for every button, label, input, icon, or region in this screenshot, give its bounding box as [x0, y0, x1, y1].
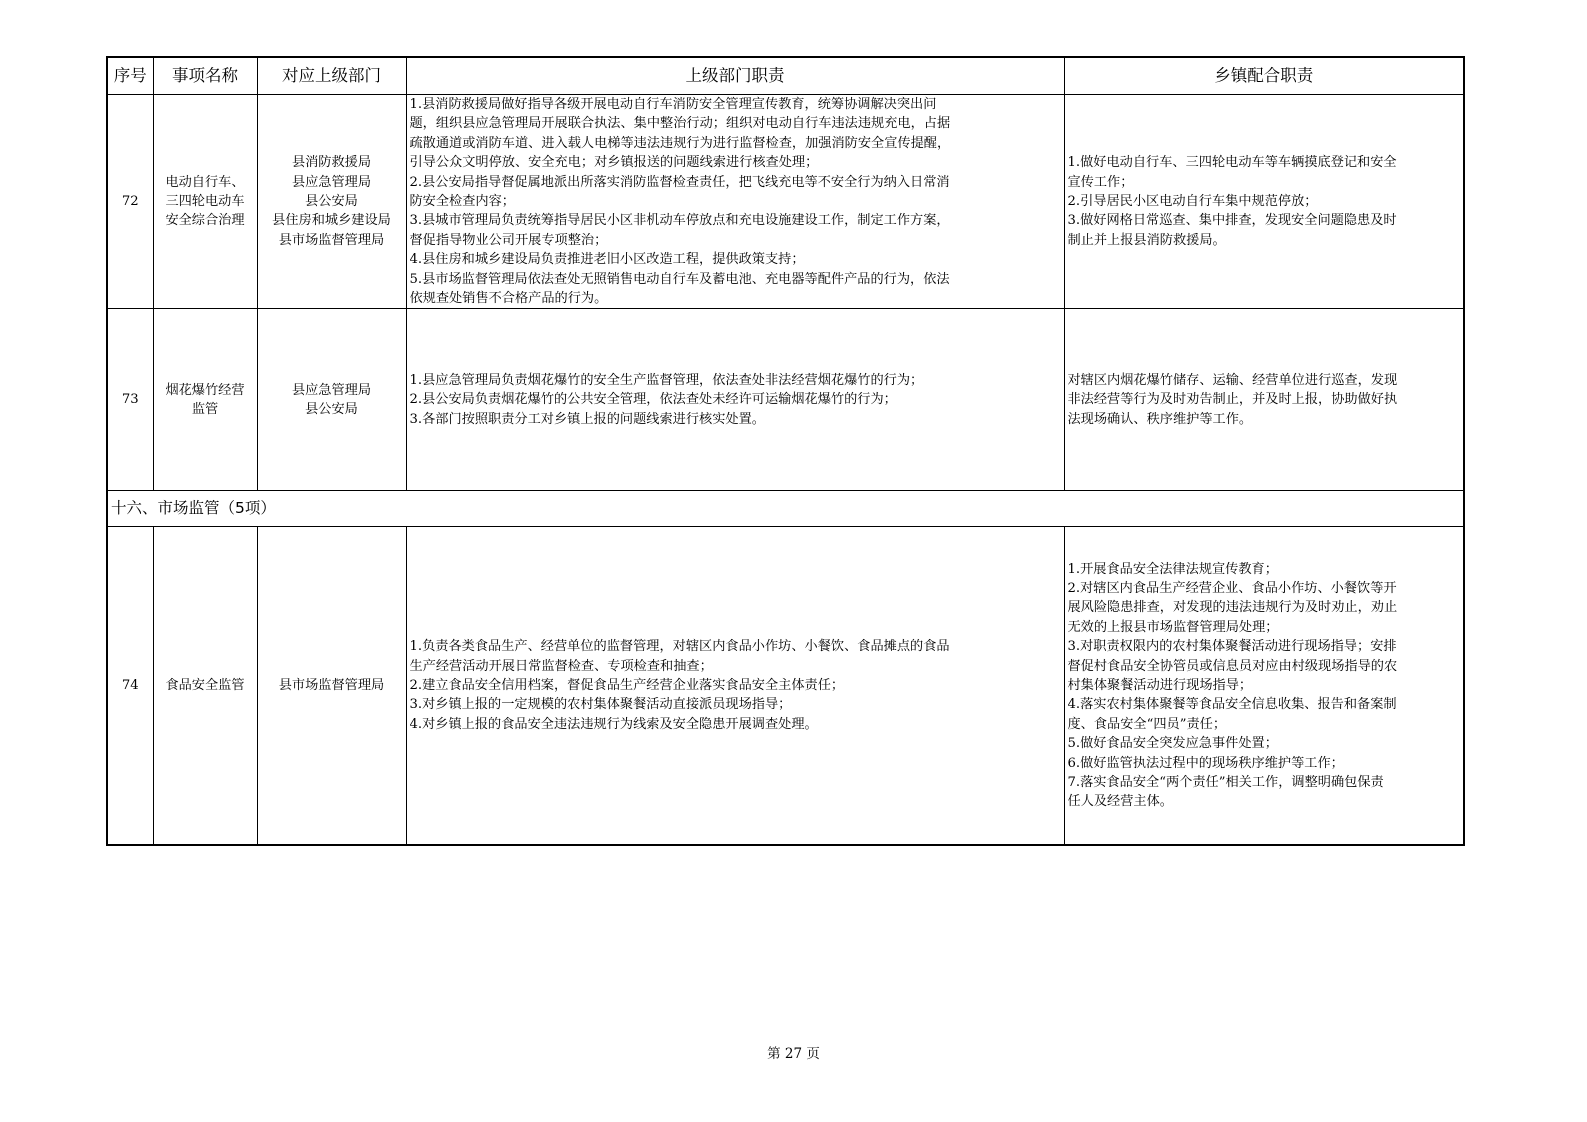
row-upper-duties: 1.县应急管理局负责烟花爆竹的安全生产监督管理，依法查处非法经营烟花爆竹的行为； 2.县公安局负责烟花爆竹的公共安全管理，依法查处未经许可运输烟花爆竹的行为； 3.各部门按照职责分工对乡镇上报的问题线索进行核实处置。: [406, 309, 1064, 491]
header-item-name: 事项名称: [153, 57, 257, 95]
row-town-duties: 1.做好电动自行车、三四轮电动车等车辆摸底登记和安全 宣传工作； 2.引导居民小区电动自行车集中规范停放； 3.做好网格日常巡查、集中排查，发现安全问题隐患及时 制止并上报县消防救援局。: [1064, 95, 1464, 309]
row-upper-duties: 1.负责各类食品生产、经营单位的监督管理，对辖区内食品小作坊、小餐饮、食品摊点的食品 生产经营活动开展日常监督检查、专项检查和抽查； 2.建立食品安全信用档案，督促食品生产经营企业落实食品安全主体责任； 3.对乡镇上报的一定规模的农村集体聚餐活动直接派员现场指导； 4.对乡镇上报的食品安全违法违规行为线索及安全隐患开展调查处理。: [406, 527, 1064, 845]
table-row: [107, 309, 1464, 491]
page-number: 第 27 页: [767, 1046, 820, 1062]
section-row: [107, 491, 1464, 527]
row-item-name: 食品安全监管: [153, 527, 257, 845]
section-title: 十六、市场监管（5项）: [107, 491, 1464, 527]
row-department: 县消防救援局 县应急管理局 县公安局 县住房和城乡建设局 县市场监督管理局: [257, 95, 406, 309]
header-upper-duties: 上级部门职责: [406, 57, 1064, 95]
header-town-duties: 乡镇配合职责: [1064, 57, 1464, 95]
header-row: [107, 57, 1464, 95]
header-no: 序号: [107, 57, 153, 95]
row-item-name: 烟花爆竹经营 监管: [153, 309, 257, 491]
table-row: [107, 95, 1464, 309]
row-town-duties: 1.开展食品安全法律法规宣传教育； 2.对辖区内食品生产经营企业、食品小作坊、小餐饮等开 展风险隐患排查，对发现的违法违规行为及时劝止，劝止 无效的上报县市场监督管理局处理； 3.对职责权限内的农村集体聚餐活动进行现场指导；安排 督促村食品安全协管员或信息员对应由村级现场指导的农 村集体聚餐活动进行现场指导； 4.落实农村集体聚餐等食品安全信息收集、报告和备案制 度、食品安全“四员”责任； 5.做好食品安全突发应急事件处置； 6.做好监管执法过程中的现场秩序维护等工作； 7.落实食品安全“两个责任”相关工作，调整明确包保责 任人及经营主体。: [1064, 527, 1464, 845]
responsibility-table: [106, 56, 1465, 846]
header-department: 对应上级部门: [257, 57, 406, 95]
row-no: 73: [107, 309, 153, 491]
row-town-duties: 对辖区内烟花爆竹储存、运输、经营单位进行巡查，发现 非法经营等行为及时劝告制止，并及时上报，协助做好执 法现场确认、秩序维护等工作。: [1064, 309, 1464, 491]
row-no: 72: [107, 95, 153, 309]
row-department: 县市场监督管理局: [257, 527, 406, 845]
row-upper-duties: 1.县消防救援局做好指导各级开展电动自行车消防安全管理宣传教育，统筹协调解决突出问 题，组织县应急管理局开展联合执法、集中整治行动；组织对电动自行车违法违规充电，占据 疏散通道或消防车道、进入载人电梯等违法违规行为进行监督检查，加强消防安全宣传提醒， 引导公众文明停放、安全充电；对乡镇报送的问题线索进行核查处理； 2.县公安局指导督促属地派出所落实消防监督检查责任，把飞线充电等不安全行为纳入日常消 防安全检查内容； 3.县城市管理局负责统筹指导居民小区非机动车停放点和充电设施建设工作，制定工作方案， 督促指导物业公司开展专项整治； 4.县住房和城乡建设局负责推进老旧小区改造工程，提供政策支持； 5.县市场监督管理局依法查处无照销售电动自行车及蓄电池、充电器等配件产品的行为，依法 依规查处销售不合格产品的行为。: [406, 95, 1064, 309]
row-department: 县应急管理局 县公安局: [257, 309, 406, 491]
table-row: [107, 527, 1464, 845]
row-no: 74: [107, 527, 153, 845]
row-item-name: 电动自行车、 三四轮电动车 安全综合治理: [153, 95, 257, 309]
